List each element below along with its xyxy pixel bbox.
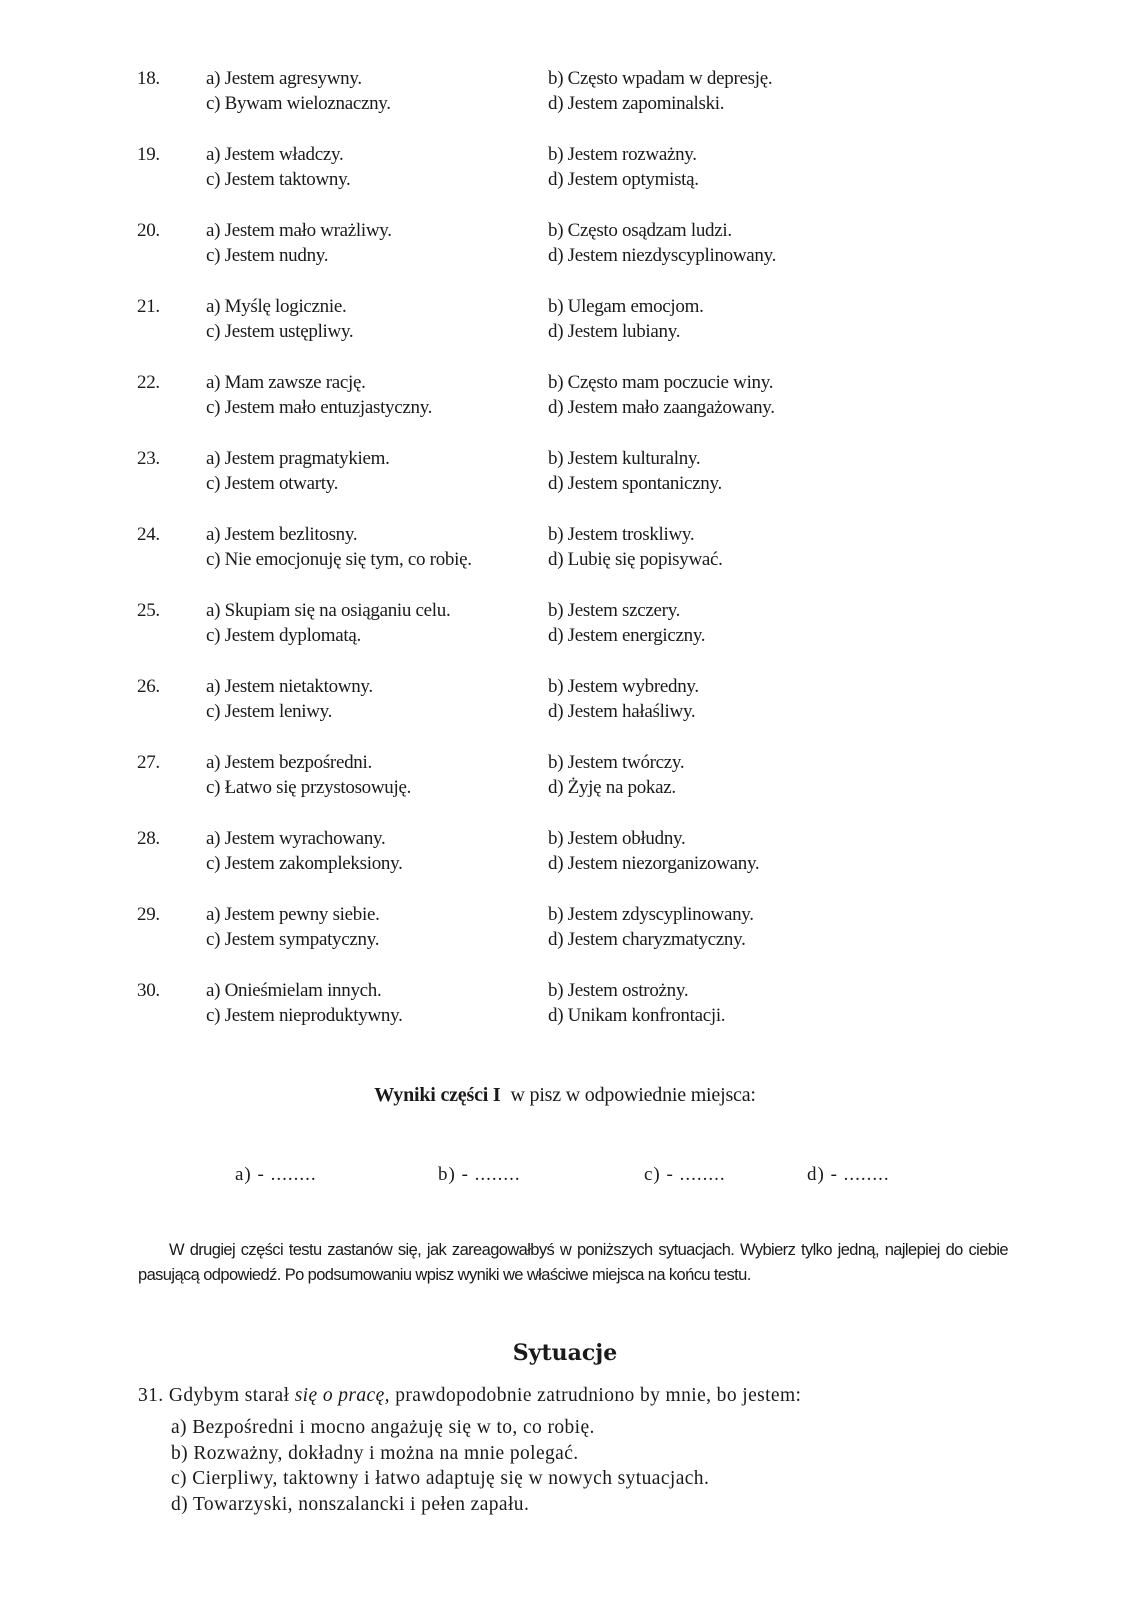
option-c: c) Jestem taktowny.	[206, 169, 351, 190]
option-a: a) Jestem nietaktowny.	[206, 676, 373, 697]
option-b: b) Jestem twórczy.	[548, 752, 685, 773]
option-d: d) Żyję na pokaz.	[548, 777, 676, 798]
prompt-end: prawdopodobnie zatrudniono by mnie, bo jestem:	[395, 1385, 802, 1406]
question-number: 25.	[137, 600, 160, 621]
option-a: a) Jestem pragmatykiem.	[206, 448, 390, 469]
option-b: b) Często wpadam w depresję.	[548, 68, 773, 89]
option-d: d) Jestem niezdyscyplinowany.	[548, 245, 777, 266]
option-d: d) Jestem zapominalski.	[548, 93, 725, 114]
questions-list	[0, 66, 1130, 1054]
option-d: d) Jestem lubiany.	[548, 321, 681, 342]
option-c: c) Jestem zakompleksiony.	[206, 853, 403, 874]
option-c: c) Jestem ustępliwy.	[206, 321, 354, 342]
part-two-instructions: W drugiej części testu zastanów się, jak zareagowałbyś w poniższych sytuacjach. Wybierz tylko jedną, najlepiej do ciebie pasującą odpowiedź. Po podsumowaniu wpisz wyniki we właściwe miejsca na końcu testu.	[138, 1241, 1008, 1284]
answer-d: d) Towarzyski, nonszalancki i pełen zapału.	[171, 1493, 530, 1515]
option-c: c) Jestem dyplomatą.	[206, 625, 361, 646]
question-23	[0, 446, 1130, 522]
question-22	[0, 370, 1130, 446]
option-b: b) Jestem kulturalny.	[548, 448, 701, 469]
option-c: c) Bywam wieloznaczny.	[206, 93, 391, 114]
option-a: a) Jestem bezpośredni.	[206, 752, 372, 773]
option-a: a) Skupiam się na osiąganiu celu.	[206, 600, 451, 621]
option-c: c) Jestem nieproduktywny.	[206, 1005, 403, 1026]
option-a: a) Onieśmielam innych.	[206, 980, 382, 1001]
result-slot-b: b) - ........	[438, 1164, 521, 1185]
result-slot-d: d) - ........	[807, 1164, 890, 1185]
option-b: b) Jestem zdyscyplinowany.	[548, 904, 754, 925]
option-c: c) Jestem mało entuzjastyczny.	[206, 397, 433, 418]
question-number: 24.	[137, 524, 160, 545]
option-d: d) Jestem spontaniczny.	[548, 473, 722, 494]
option-a: a) Jestem wyrachowany.	[206, 828, 386, 849]
option-a: a) Jestem władczy.	[206, 144, 344, 165]
option-c: c) Jestem leniwy.	[206, 701, 333, 722]
option-c: c) Łatwo się przystosowuję.	[206, 777, 412, 798]
question-30	[0, 978, 1130, 1054]
question-number: 19.	[137, 144, 160, 165]
option-d: d) Jestem energiczny.	[548, 625, 706, 646]
results-title-rest: w pisz w odpowiednie miejsca:	[510, 1084, 756, 1106]
option-b: b) Jestem troskliwy.	[548, 524, 695, 545]
option-c: c) Jestem nudny.	[206, 245, 329, 266]
question-number: 18.	[137, 68, 160, 89]
option-d: d) Jestem hałaśliwy.	[548, 701, 696, 722]
option-c: c) Nie emocjonuję się tym, co robię.	[206, 549, 472, 570]
situation-31	[138, 1383, 1038, 1517]
option-b: b) Często mam poczucie winy.	[548, 372, 774, 393]
option-c: c) Jestem sympatyczny.	[206, 929, 380, 950]
answer-c: c) Cierpliwy, taktowny i łatwo adaptuję się w nowych sytuacjach.	[171, 1468, 710, 1489]
question-25	[0, 598, 1130, 674]
option-a: a) Myślę logicznie.	[206, 296, 347, 317]
option-b: b) Ulegam emocjom.	[548, 296, 704, 317]
situation-prompt	[138, 1383, 1038, 1409]
result-slot-c: c) - ........	[644, 1164, 726, 1185]
answer-b: b) Rozważny, dokładny i można na mnie polegać.	[171, 1442, 579, 1464]
question-number: 23.	[137, 448, 160, 469]
option-d: d) Jestem niezorganizowany.	[548, 853, 760, 874]
prompt-italic: się o pracę,	[294, 1385, 390, 1406]
question-number: 22.	[137, 372, 160, 393]
question-number: 28.	[137, 828, 160, 849]
question-21	[0, 294, 1130, 370]
question-20	[0, 218, 1130, 294]
question-number: 30.	[137, 980, 160, 1001]
option-d: d) Jestem optymistą.	[548, 169, 699, 190]
option-b: b) Jestem obłudny.	[548, 828, 686, 849]
question-29	[0, 902, 1130, 978]
question-number: 20.	[137, 220, 160, 241]
option-a: a) Jestem agresywny.	[206, 68, 362, 89]
option-a: a) Jestem pewny siebie.	[206, 904, 380, 925]
question-number: 21.	[137, 296, 160, 317]
question-27	[0, 750, 1130, 826]
option-b: b) Jestem szczery.	[548, 600, 681, 621]
option-a: a) Jestem bezlitosny.	[206, 524, 358, 545]
option-d: d) Lubię się popisywać.	[548, 549, 723, 570]
question-number: 29.	[137, 904, 160, 925]
result-slot-a: a) - ........	[235, 1164, 317, 1185]
answer-a: a) Bezpośredni i mocno angażuję się w to, co robię.	[171, 1417, 595, 1438]
option-b: b) Jestem rozważny.	[548, 144, 697, 165]
section-title: Sytuacje	[512, 1340, 618, 1366]
question-24	[0, 522, 1130, 598]
option-b: b) Jestem ostrożny.	[548, 980, 689, 1001]
option-a: a) Jestem mało wrażliwy.	[206, 220, 392, 241]
option-d: d) Jestem mało zaangażowany.	[548, 397, 775, 418]
option-b: b) Często osądzam ludzi.	[548, 220, 732, 241]
situation-answers	[138, 1415, 1038, 1517]
prompt-start: 31. Gdybym starał	[138, 1385, 290, 1406]
question-19	[0, 142, 1130, 218]
results-title	[0, 1084, 1130, 1107]
question-number: 27.	[137, 752, 160, 773]
question-18	[0, 66, 1130, 142]
option-d: d) Unikam konfrontacji.	[548, 1005, 726, 1026]
option-c: c) Jestem otwarty.	[206, 473, 339, 494]
results-title-bold: Wyniki części I	[374, 1084, 501, 1106]
option-a: a) Mam zawsze rację.	[206, 372, 366, 393]
option-d: d) Jestem charyzmatyczny.	[548, 929, 746, 950]
question-number: 26.	[137, 676, 160, 697]
question-28	[0, 826, 1130, 902]
question-26	[0, 674, 1130, 750]
option-b: b) Jestem wybredny.	[548, 676, 699, 697]
